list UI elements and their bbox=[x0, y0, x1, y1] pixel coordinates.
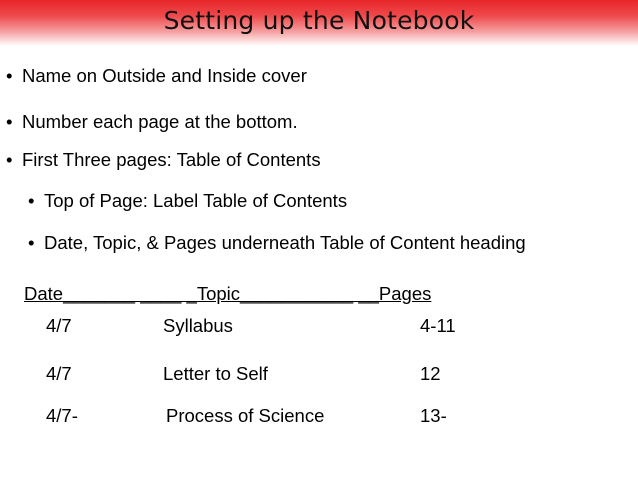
bullet-name-on-cover bbox=[6, 65, 307, 87]
bullet-text: First Three pages: Table of Contents bbox=[22, 149, 321, 170]
bullet-text: Name on Outside and Inside cover bbox=[22, 65, 307, 86]
toc-row-topic: Syllabus bbox=[163, 315, 233, 336]
bullet-table-of-contents bbox=[6, 149, 321, 171]
bullet-dot: • bbox=[28, 232, 35, 253]
bullet-text: Top of Page: Label Table of Contents bbox=[44, 190, 348, 211]
toc-header: Date_______ ____ _Topic___________ __Pages bbox=[24, 283, 432, 304]
bullet-dot: • bbox=[6, 65, 13, 86]
toc-row-pages: 4-11 bbox=[420, 315, 456, 336]
toc-row-date: 4/7 bbox=[46, 315, 72, 336]
bullet-dot: • bbox=[28, 190, 35, 211]
slide-title: Setting up the Notebook bbox=[163, 6, 475, 35]
toc-row-date: 4/7- bbox=[46, 405, 78, 426]
toc-row-pages: 12 bbox=[420, 363, 441, 384]
bullet-dot: • bbox=[6, 111, 13, 132]
toc-row-date: 4/7 bbox=[46, 363, 72, 384]
sub-bullet-label-toc bbox=[28, 190, 347, 212]
sub-bullet-toc-columns bbox=[28, 232, 526, 254]
bullet-dot: • bbox=[6, 149, 13, 170]
toc-row-topic: Letter to Self bbox=[163, 363, 268, 384]
toc-row-topic: Process of Science bbox=[166, 405, 325, 426]
bullet-text: Date, Topic, & Pages underneath Table of Content heading bbox=[44, 232, 526, 253]
toc-row-pages: 13- bbox=[420, 405, 447, 426]
bullet-number-pages bbox=[6, 111, 298, 133]
bullet-text: Number each page at the bottom. bbox=[22, 111, 298, 132]
